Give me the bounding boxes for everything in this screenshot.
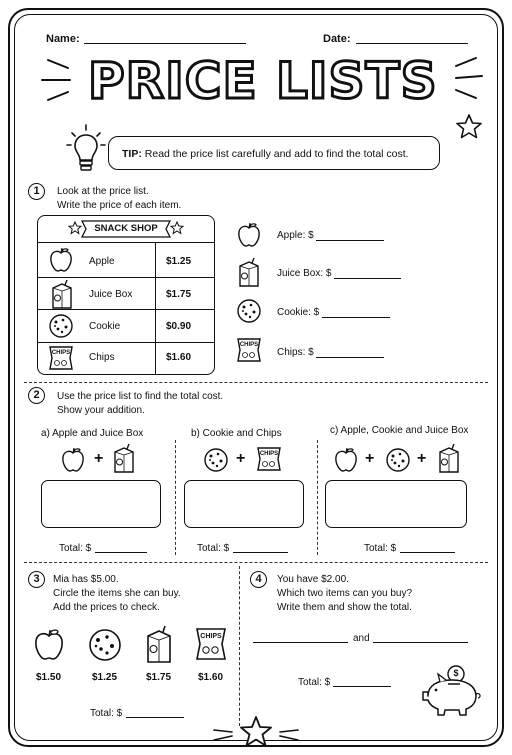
and-label: and [353, 633, 370, 644]
plus-sign: + [365, 450, 375, 467]
problem-a-work-box[interactable] [41, 480, 161, 528]
apple-icon [333, 447, 359, 473]
menu-item-juice-box: Juice Box [89, 289, 133, 300]
menu-price-cookie: $0.90 [166, 321, 192, 332]
section-3-instruction-2: Circle the items she can buy. [53, 588, 181, 599]
juice-box-icon [437, 444, 461, 474]
chips-icon [236, 336, 262, 364]
date-field[interactable] [356, 43, 468, 44]
shop-title: SNACK SHOP [94, 223, 158, 234]
juice-box-icon [112, 444, 136, 474]
problem-c-label: c) Apple, Cookie and Juice Box [330, 425, 469, 436]
section-4-total-label: Total: $ [298, 677, 331, 688]
juice-box-icon [50, 280, 74, 310]
section-divider-vertical [239, 566, 240, 726]
tip-label: TIP: [122, 148, 142, 160]
answer-juice-box-field[interactable] [334, 278, 401, 279]
answer-chips-field[interactable] [316, 357, 384, 358]
plus-sign: + [94, 450, 104, 467]
section-1-instruction-2: Write the price of each item. [57, 200, 182, 211]
section-4-instruction-2: Which two items can you buy? [277, 588, 413, 599]
answer-chips-label: Chips: $ [277, 347, 314, 358]
menu-column-divider [155, 242, 156, 375]
star-icon [455, 113, 483, 141]
problem-b-total-field[interactable] [233, 552, 288, 553]
cookie-icon [203, 447, 229, 473]
section-1-instruction-1: Look at the price list. [57, 186, 149, 197]
item-2-field[interactable] [373, 642, 468, 643]
section-2-instruction-2: Show your addition. [57, 405, 145, 416]
chips-icon-label: CHIPS [259, 451, 279, 457]
chips-icon [195, 626, 227, 662]
answer-cookie-label: Cookie: $ [277, 307, 320, 318]
problem-divider [317, 440, 318, 555]
problem-b-label: b) Cookie and Chips [191, 428, 282, 439]
price-cookie: $1.25 [92, 672, 118, 683]
chips-icon [256, 445, 282, 473]
menu-price-juice-box: $1.75 [166, 289, 192, 300]
answer-cookie-field[interactable] [322, 317, 390, 318]
apple-icon [236, 222, 262, 248]
sparkle-right-decoration [452, 56, 492, 106]
problem-a-total-field[interactable] [95, 552, 147, 553]
star-right-icon [170, 221, 184, 235]
page-title: PRICE LISTS [88, 52, 438, 110]
answer-apple-label: Apple: $ [277, 230, 314, 241]
chips-icon-label: CHIPS [239, 342, 259, 348]
lightbulb-icon [66, 123, 106, 175]
problem-a-label: a) Apple and Juice Box [41, 428, 144, 439]
name-label: Name: [46, 33, 80, 45]
answer-juice-box-label: Juice Box: $ [277, 268, 332, 279]
problem-a-total-label: Total: $ [59, 543, 92, 554]
problem-c-total-field[interactable] [400, 552, 455, 553]
section-3-instruction-3: Add the prices to check. [53, 602, 160, 613]
menu-price-chips: $1.60 [166, 352, 192, 363]
section-1-number: 1 [28, 183, 45, 200]
menu-price-apple: $1.25 [166, 256, 192, 267]
sparkle-bottom-decoration [210, 726, 302, 744]
answer-apple-field[interactable] [316, 240, 384, 241]
section-2-number: 2 [28, 387, 45, 404]
price-chips: $1.60 [198, 672, 224, 683]
section-4-instruction-1: You have $2.00. [277, 574, 349, 585]
tip-text: Read the price list carefully and add to find the total cost. [144, 148, 409, 160]
problem-b-work-box[interactable] [184, 480, 304, 528]
section-4-total-field[interactable] [333, 686, 391, 687]
section-3-number: 3 [28, 571, 45, 588]
section-divider [24, 382, 488, 383]
price-apple: $1.50 [36, 672, 62, 683]
cookie-icon [385, 447, 411, 473]
problem-c-total-label: Total: $ [364, 543, 397, 554]
apple-icon [60, 447, 86, 473]
cookie-icon [48, 313, 74, 339]
piggy-coin-label: $ [453, 668, 459, 678]
tip [122, 148, 409, 160]
date-label: Date: [323, 33, 351, 45]
section-4-instruction-3: Write them and show the total. [277, 602, 412, 613]
plus-sign: + [417, 450, 427, 467]
apple-icon [48, 247, 74, 273]
menu-item-apple: Apple [89, 256, 115, 267]
section-4-number: 4 [250, 571, 267, 588]
cookie-icon [236, 298, 262, 324]
juice-box-icon [237, 258, 261, 288]
chips-icon [48, 344, 74, 372]
chips-icon-label: CHIPS [200, 633, 222, 640]
price-juice-box: $1.75 [146, 672, 172, 683]
problem-b-total-label: Total: $ [197, 543, 230, 554]
cookie-icon [88, 628, 122, 662]
plus-sign: + [236, 450, 246, 467]
chips-icon-label: CHIPS [51, 350, 71, 356]
problem-c-work-box[interactable] [325, 480, 467, 528]
section-2-instruction-1: Use the price list to find the total cost. [57, 391, 224, 402]
menu-item-cookie: Cookie [89, 321, 121, 332]
juice-box-icon [145, 626, 173, 664]
item-1-field[interactable] [253, 642, 348, 643]
sparkle-left-decoration [38, 58, 78, 108]
apple-icon [32, 628, 66, 662]
menu-item-chips: Chips [89, 352, 115, 363]
problem-divider [175, 440, 176, 555]
section-3-instruction-1: Mia has $5.00. [53, 574, 119, 585]
section-divider [24, 562, 488, 563]
section-3-total-label: Total: $ [90, 708, 123, 719]
name-field[interactable] [84, 43, 246, 44]
section-3-total-field[interactable] [126, 717, 184, 718]
